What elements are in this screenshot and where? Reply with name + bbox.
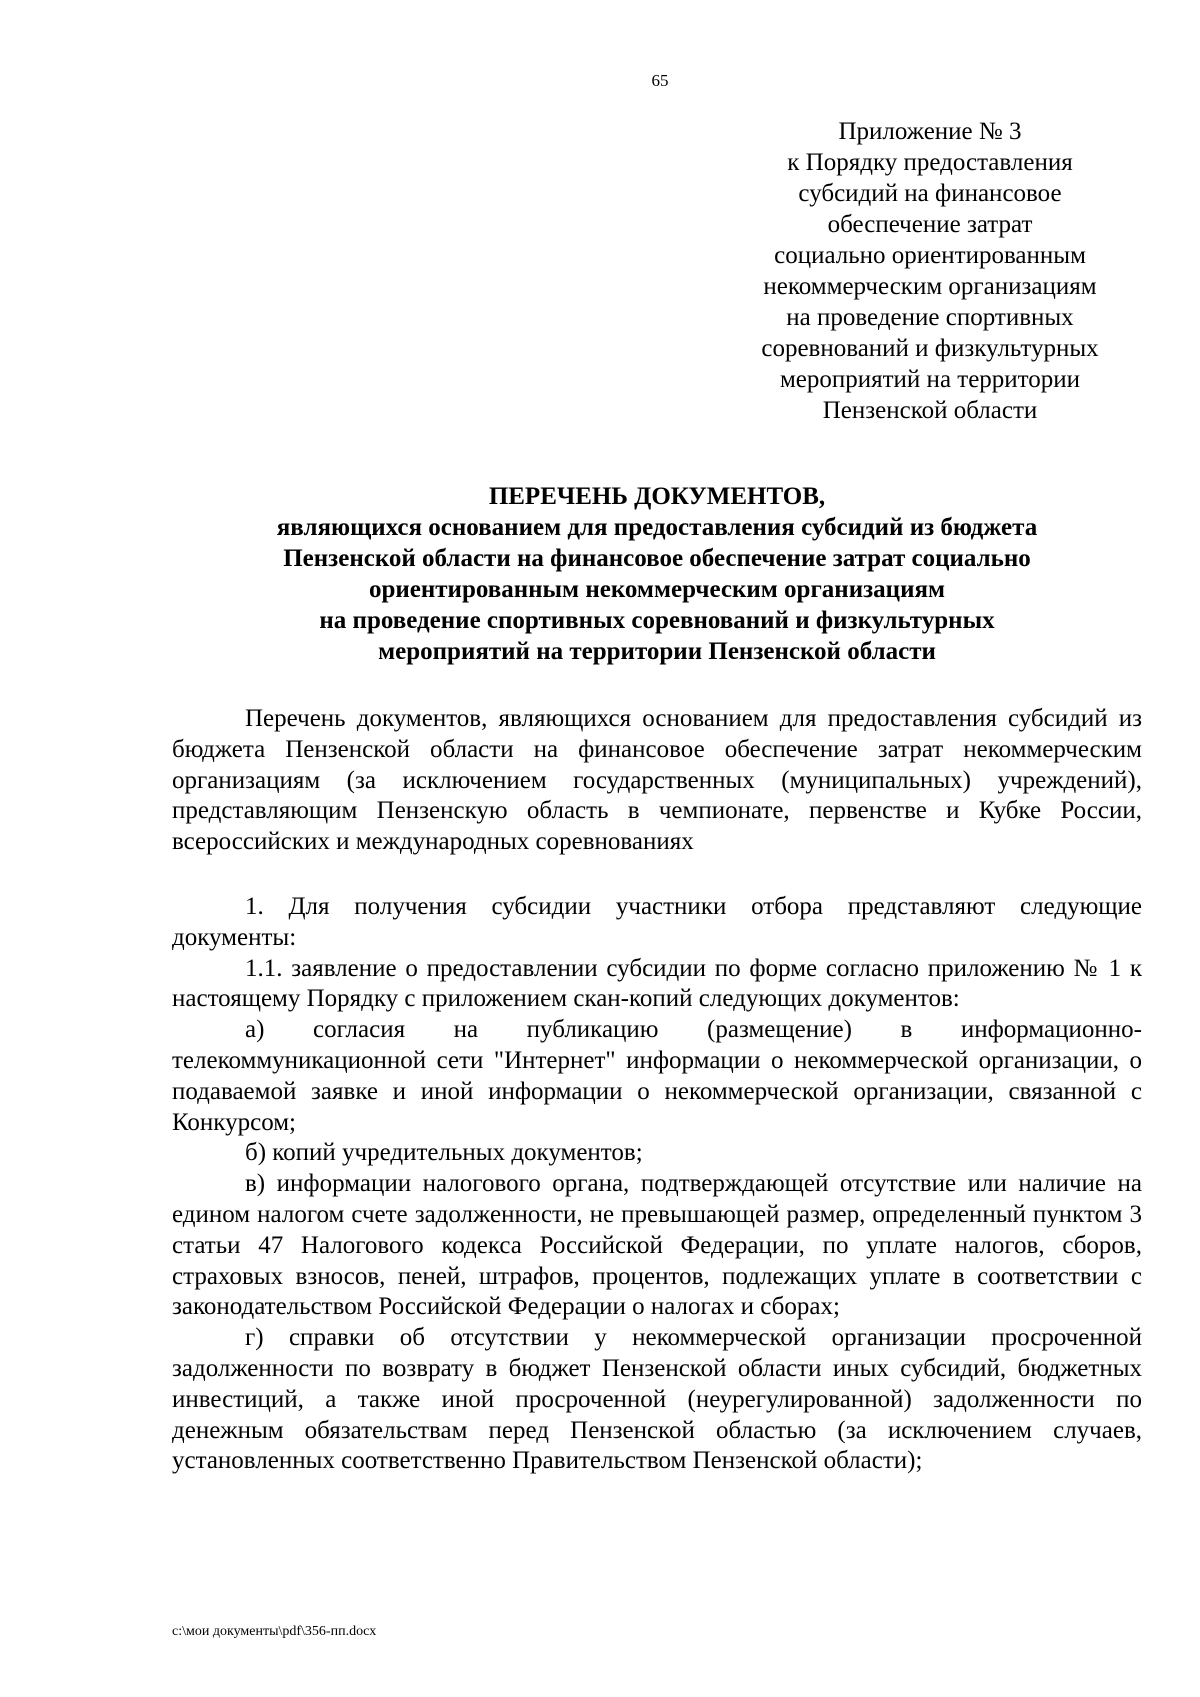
title-line: ориентированным некоммерческим организациям bbox=[368, 576, 946, 603]
appendix-line: Пензенской области bbox=[822, 397, 1038, 424]
appendix-line: на проведение спортивных bbox=[786, 304, 1074, 331]
appendix-line: к Порядку предоставления bbox=[787, 149, 1073, 176]
document-title bbox=[172, 481, 1142, 667]
title-line: ПЕРЕЧЕНЬ ДОКУМЕНТОВ, bbox=[488, 483, 826, 510]
appendix-line: социально ориентированным bbox=[774, 242, 1086, 269]
appendix-header bbox=[720, 116, 1140, 426]
appendix-line: обеспечение затрат bbox=[827, 211, 1033, 238]
list-item: 1. Для получения субсидии участники отбора представляют следующие документы: bbox=[172, 893, 1142, 951]
appendix-line: мероприятий на территории bbox=[779, 366, 1081, 393]
title-line: на проведение спортивных соревнований и физкультурных bbox=[319, 607, 995, 634]
title-line: являющихся основанием для предоставления субсидий из бюджета bbox=[276, 514, 1038, 541]
appendix-line: Приложение № 3 bbox=[838, 118, 1022, 145]
title-line: мероприятий на территории Пензенской области bbox=[378, 638, 936, 665]
list-item: в) информации налогового органа, подтверждающей отсутствие или наличие на едином налогом счете задолженности, не превышающей размер, определенный пунктом 3 статьи 47 Налогового кодекса Российской Федерации, по уплате налогов, сборов, страховых взносов, пеней, штрафов, процентов, подлежащих уплате в соответствии с законодательством Российской Федерации о налогах и сборах; bbox=[172, 1170, 1142, 1321]
title-line: Пензенской области на финансовое обеспечение затрат социально bbox=[283, 545, 1031, 572]
list-item: а) согласия на публикацию (размещение) в информационно-телекоммуникационной сети "Интернет" информации о некоммерческой организации, о подаваемой заявке и иной информации о некоммерческой организации, связанной с Конкурсом; bbox=[172, 1016, 1142, 1136]
appendix-line: субсидий на финансовое bbox=[798, 180, 1062, 207]
list-item: г) справки об отсутствии у некоммерческой организации просроченной задолженности по возврату в бюджет Пензенской области иных субсидий, бюджетных инвестиций, а также иной просроченной (неурегулированной) задолженности по денежным обязательствам перед Пензенской областью (за исключением случаев, установленных соответственно Правительством Пензенской области); bbox=[172, 1324, 1142, 1475]
appendix-line: некоммерческим организациям bbox=[763, 273, 1097, 300]
intro-section bbox=[172, 704, 1142, 858]
list-item: 1.1. заявление о предоставлении субсидии по форме согласно приложению № 1 к настоящему Порядку с приложением скан-копий следующих документов: bbox=[172, 954, 1142, 1013]
file-path-footer: c:\мои документы\pdf\356-пп.docx bbox=[172, 1624, 377, 1639]
list-item: б) копий учредительных документов; bbox=[245, 1139, 643, 1167]
intro-paragraph: Перечень документов, являющихся основанием для предоставления субсидий из бюджета Пензенской области на финансовое обеспечение затрат некоммерческим организациям (за исключением государственных (муниципальных) учреждений), представляющим Пензенскую область в чемпионате, первенстве и Кубке России, всероссийских и международных соревнованиях bbox=[172, 705, 1142, 856]
appendix-line: соревнований и физкультурных bbox=[761, 335, 1099, 362]
page-number: 65 bbox=[651, 71, 669, 90]
documents-list bbox=[172, 892, 1142, 1477]
